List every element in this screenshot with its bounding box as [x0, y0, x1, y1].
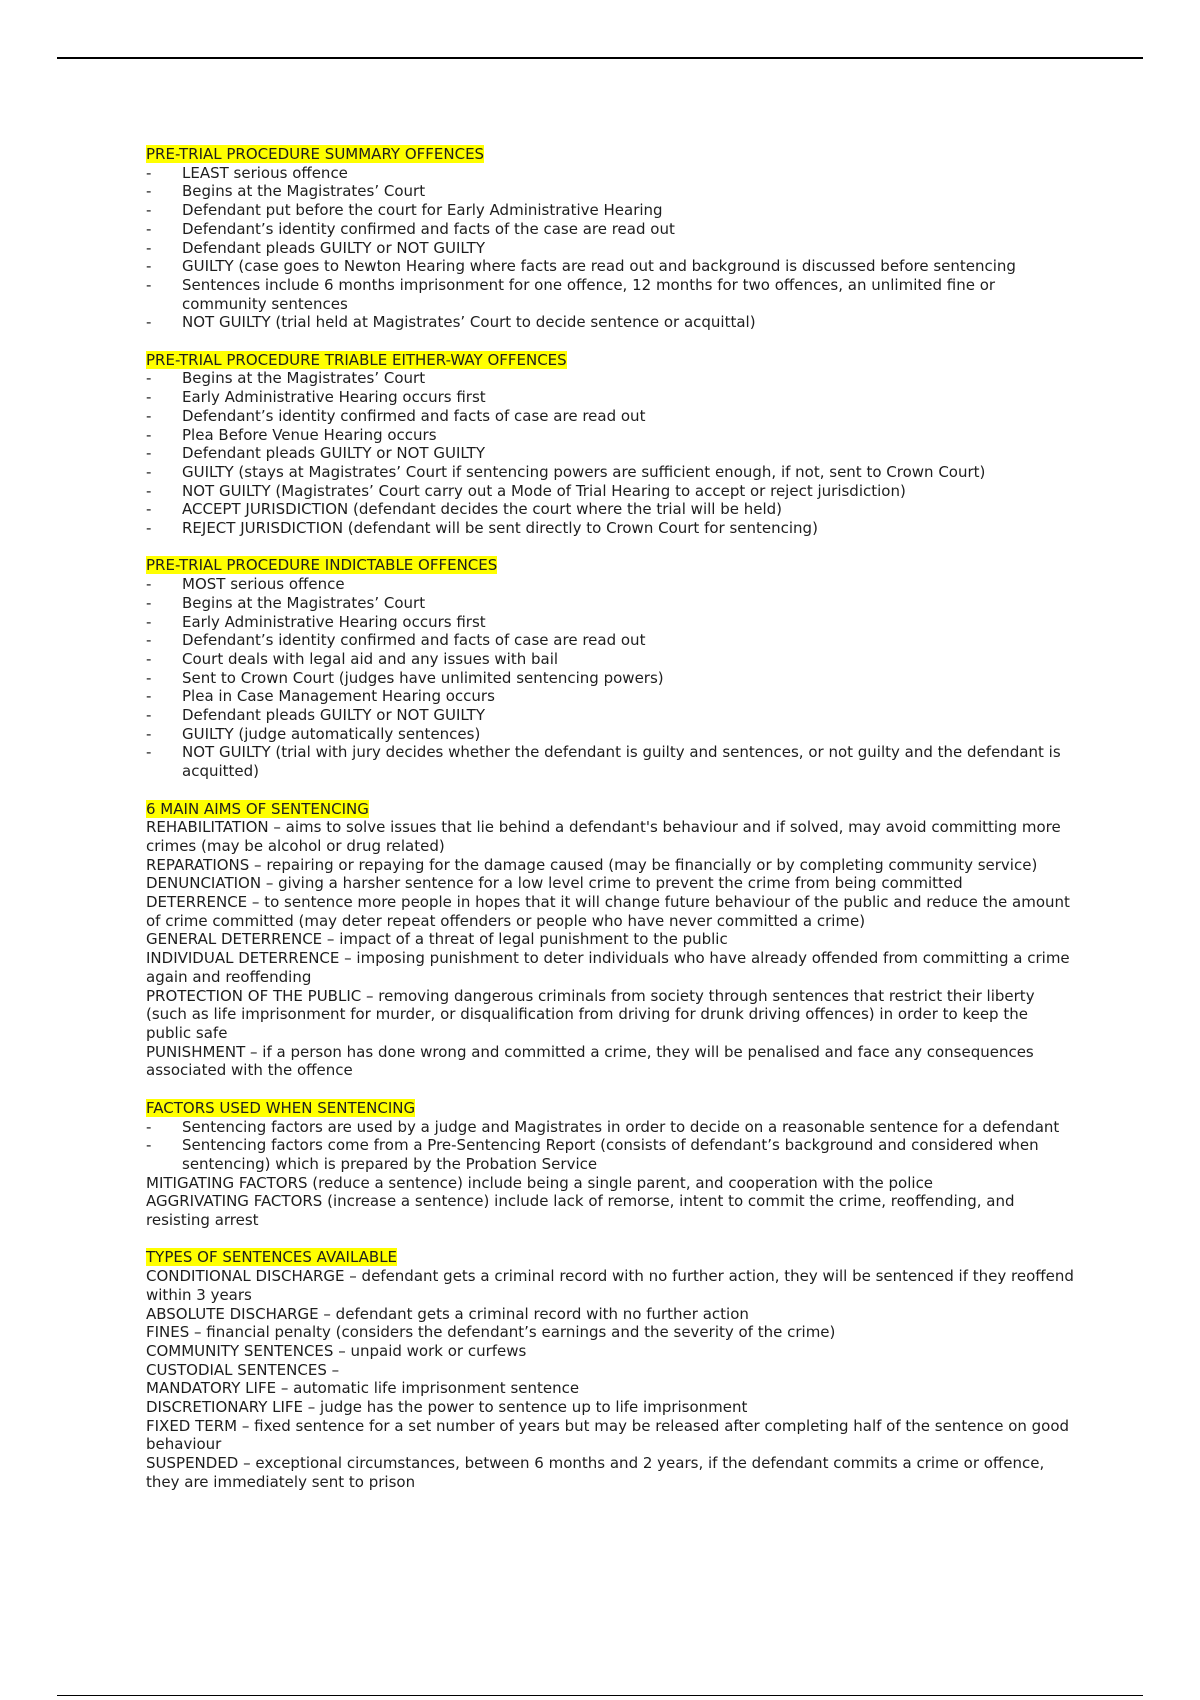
- paragraph: CUSTODIAL SENTENCES –: [146, 1360, 340, 1379]
- bullet-dash: -: [146, 612, 152, 631]
- section-heading-line: [146, 1248, 1076, 1267]
- paragraph: GENERAL DETERRENCE – impact of a threat of legal punishment to the public: [146, 930, 728, 949]
- section: [146, 800, 1076, 1081]
- bullet-text: Court deals with legal aid and any issues with bail: [182, 649, 559, 668]
- paragraph: COMMUNITY SENTENCES – unpaid work or curfews: [146, 1341, 527, 1360]
- bullet-item: [146, 220, 1076, 239]
- bullet-list: [146, 1118, 1076, 1174]
- bullet-item: [146, 631, 1076, 650]
- bullet-item: [146, 313, 1076, 332]
- bullet-item: [146, 482, 1076, 501]
- paragraph: REPARATIONS – repairing or repaying for the damage caused (may be financially or by completing community service): [146, 855, 1038, 874]
- bullet-dash: -: [146, 500, 152, 519]
- paragraph: INDIVIDUAL DETERRENCE – imposing punishment to deter individuals who have already offended from committing a crime again and reoffending: [146, 949, 1070, 986]
- bullet-item: [146, 669, 1076, 688]
- bullet-item: [146, 369, 1076, 388]
- paragraph: DETERRENCE – to sentence more people in hopes that it will change future behaviour of the public and reduce the amount of crime committed (may deter repeat offenders or people who have never committed a crime): [146, 893, 1070, 930]
- bullet-item: [146, 201, 1076, 220]
- section: [146, 556, 1076, 780]
- bullet-text: Defendant pleads GUILTY or NOT GUILTY: [182, 238, 486, 257]
- bullet-text: Sentences include 6 months imprisonment for one offence, 12 months for two offences, an unlimited fine or community sentences: [182, 275, 996, 313]
- bullet-list: [146, 164, 1076, 332]
- bullet-dash: -: [146, 706, 152, 725]
- section-heading-line: [146, 145, 1076, 164]
- bullet-text: GUILTY (judge automatically sentences): [182, 724, 481, 743]
- bullet-text: NOT GUILTY (Magistrates’ Court carry out a Mode of Trial Hearing to accept or reject jurisdiction): [182, 481, 906, 500]
- bullet-text: Plea in Case Management Hearing occurs: [182, 687, 495, 706]
- bullet-text: Early Administrative Hearing occurs first: [182, 388, 486, 407]
- bullet-item: [146, 257, 1076, 276]
- bullet-item: [146, 613, 1076, 632]
- bullet-text: Early Administrative Hearing occurs first: [182, 612, 486, 631]
- bullet-text: Defendant’s identity confirmed and facts of the case are read out: [182, 219, 675, 238]
- bullet-item: [146, 500, 1076, 519]
- bullet-text: Begins at the Magistrates’ Court: [182, 369, 426, 388]
- bullet-text: Begins at the Magistrates’ Court: [182, 182, 426, 201]
- section-heading-line: [146, 556, 1076, 575]
- section-heading: 6 MAIN AIMS OF SENTENCING: [146, 799, 369, 818]
- paragraph: CONDITIONAL DISCHARGE – defendant gets a criminal record with no further action, they will be sentenced if they reoffend within 3 years: [146, 1267, 1074, 1304]
- bullet-item: [146, 426, 1076, 445]
- section-heading: PRE-TRIAL PROCEDURE SUMMARY OFFENCES: [146, 145, 485, 163]
- bullet-dash: -: [146, 313, 152, 332]
- bullet-text: Plea Before Venue Hearing occurs: [182, 425, 437, 444]
- bullet-dash: -: [146, 631, 152, 650]
- bullet-text: Defendant’s identity confirmed and facts of case are read out: [182, 631, 646, 650]
- bullet-text: Sentencing factors come from a Pre-Sentencing Report (consists of defendant’s background and considered when sentencing) which is prepared by the Probation Service: [182, 1136, 1039, 1173]
- bullet-item: [146, 650, 1076, 669]
- bullet-item: [146, 743, 1076, 780]
- bullet-item: [146, 164, 1076, 183]
- bullet-item: [146, 444, 1076, 463]
- paragraph: PUNISHMENT – if a person has done wrong and committed a crime, they will be penalised and face any consequences associated with the offence: [146, 1042, 1034, 1080]
- bullet-text: Defendant pleads GUILTY or NOT GUILTY: [182, 444, 486, 463]
- bullet-dash: -: [146, 238, 152, 257]
- bullet-dash: -: [146, 1136, 152, 1155]
- paragraph: FIXED TERM – fixed sentence for a set number of years but may be released after completing half of the sentence on good behaviour: [146, 1416, 1070, 1454]
- bullet-dash: -: [146, 462, 152, 481]
- bullet-dash: -: [146, 201, 152, 220]
- section: [146, 1248, 1076, 1491]
- bullet-text: ACCEPT JURISDICTION (defendant decides the court where the trial will be held): [182, 500, 783, 519]
- bullet-text: Defendant put before the court for Early Administrative Hearing: [182, 201, 663, 220]
- section-heading: TYPES OF SENTENCES AVAILABLE: [146, 1248, 398, 1267]
- section-heading: FACTORS USED WHEN SENTENCING: [146, 1098, 416, 1117]
- bullet-dash: -: [146, 575, 152, 594]
- paragraph: SUSPENDED – exceptional circumstances, between 6 months and 2 years, if the defendant commits a crime or offence, they are immediately sent to prison: [146, 1454, 1045, 1491]
- bullet-item: [146, 463, 1076, 482]
- bullet-list: [146, 575, 1076, 781]
- bullet-dash: -: [146, 649, 152, 668]
- section: [146, 351, 1076, 538]
- bullet-text: GUILTY (case goes to Newton Hearing where facts are read out and background is discussed before sentencing: [182, 257, 1016, 276]
- bullet-item: [146, 239, 1076, 258]
- bullet-text: REJECT JURISDICTION (defendant will be sent directly to Crown Court for sentencing): [182, 519, 818, 538]
- bullet-text: MOST serious offence: [182, 575, 345, 594]
- paragraph: MITIGATING FACTORS (reduce a sentence) include being a single parent, and cooperation with the police: [146, 1173, 934, 1192]
- section-heading-line: [146, 800, 1076, 819]
- bullet-text: Sent to Crown Court (judges have unlimited sentencing powers): [182, 668, 664, 687]
- paragraph: ABSOLUTE DISCHARGE – defendant gets a criminal record with no further action: [146, 1304, 749, 1323]
- top-rule: [57, 57, 1143, 59]
- bullet-text: Begins at the Magistrates’ Court: [182, 593, 426, 612]
- bullet-dash: -: [146, 724, 152, 743]
- section-heading: PRE-TRIAL PROCEDURE INDICTABLE OFFENCES: [146, 556, 498, 575]
- bullet-text: Defendant’s identity confirmed and facts of case are read out: [182, 406, 646, 425]
- paragraph: DISCRETIONARY LIFE – judge has the power to sentence up to life imprisonment: [146, 1398, 748, 1417]
- bullet-item: [146, 687, 1076, 706]
- bullet-dash: -: [146, 743, 152, 762]
- bullet-item: [146, 276, 1076, 313]
- bullet-dash: -: [146, 275, 152, 294]
- bullet-dash: -: [146, 1117, 152, 1136]
- bullet-dash: -: [146, 481, 152, 500]
- section-heading: PRE-TRIAL PROCEDURE TRIABLE EITHER-WAY OFFENCES: [146, 350, 567, 369]
- paragraph: FINES – financial penalty (considers the defendant’s earnings and the severity of the crime): [146, 1323, 836, 1342]
- bullet-dash: -: [146, 257, 152, 276]
- section-heading-line: [146, 351, 1076, 370]
- paragraph: REHABILITATION – aims to solve issues that lie behind a defendant's behaviour and if solved, may avoid committing more crimes (may be alcohol or drug related): [146, 818, 1061, 855]
- bullet-dash: -: [146, 519, 152, 538]
- bullet-text: NOT GUILTY (trial with jury decides whether the defendant is guilty and sentences, or not guilty and the defendant is acquitted): [182, 743, 1061, 781]
- paragraph: PROTECTION OF THE PUBLIC – removing dangerous criminals from society through sentences that restrict their liberty (such as life imprisonment for murder, or disqualification from driving for drunk driving offences) in order to keep the public safe: [146, 986, 1035, 1042]
- bullet-item: [146, 182, 1076, 201]
- paragraph: MANDATORY LIFE – automatic life imprisonment sentence: [146, 1379, 580, 1398]
- bullet-list: [146, 369, 1076, 537]
- bullet-dash: -: [146, 425, 152, 444]
- bullet-text: LEAST serious offence: [182, 163, 348, 182]
- bullet-text: NOT GUILTY (trial held at Magistrates’ Court to decide sentence or acquittal): [182, 313, 756, 332]
- section: [146, 145, 1076, 332]
- bullet-dash: -: [146, 369, 152, 388]
- paragraph: DENUNCIATION – giving a harsher sentence for a low level crime to prevent the crime from being committed: [146, 874, 963, 893]
- document-body: [146, 145, 1076, 1510]
- bullet-item: [146, 1118, 1076, 1137]
- bullet-dash: -: [146, 406, 152, 425]
- bullet-item: [146, 519, 1076, 538]
- bullet-dash: -: [146, 219, 152, 238]
- bullet-dash: -: [146, 163, 152, 182]
- bullet-dash: -: [146, 593, 152, 612]
- section: [146, 1099, 1076, 1230]
- bullet-item: [146, 407, 1076, 426]
- bullet-text: GUILTY (stays at Magistrates’ Court if sentencing powers are sufficient enough, if not, sent to Crown Court): [182, 462, 986, 481]
- bottom-rule: [57, 1695, 1143, 1696]
- bullet-dash: -: [146, 668, 152, 687]
- bullet-dash: -: [146, 687, 152, 706]
- paragraph: AGGRIVATING FACTORS (increase a sentence) include lack of remorse, intent to commit the crime, reoffending, and resisting arrest: [146, 1192, 1015, 1230]
- bullet-dash: -: [146, 182, 152, 201]
- bullet-item: [146, 725, 1076, 744]
- bullet-dash: -: [146, 444, 152, 463]
- bullet-item: [146, 706, 1076, 725]
- bullet-item: [146, 1136, 1076, 1173]
- bullet-item: [146, 575, 1076, 594]
- section-heading-line: [146, 1099, 1076, 1118]
- bullet-item: [146, 388, 1076, 407]
- bullet-item: [146, 594, 1076, 613]
- bullet-dash: -: [146, 388, 152, 407]
- bullet-text: Defendant pleads GUILTY or NOT GUILTY: [182, 706, 486, 725]
- bullet-text: Sentencing factors are used by a judge and Magistrates in order to decide on a reasonable sentence for a defendant: [182, 1117, 1060, 1136]
